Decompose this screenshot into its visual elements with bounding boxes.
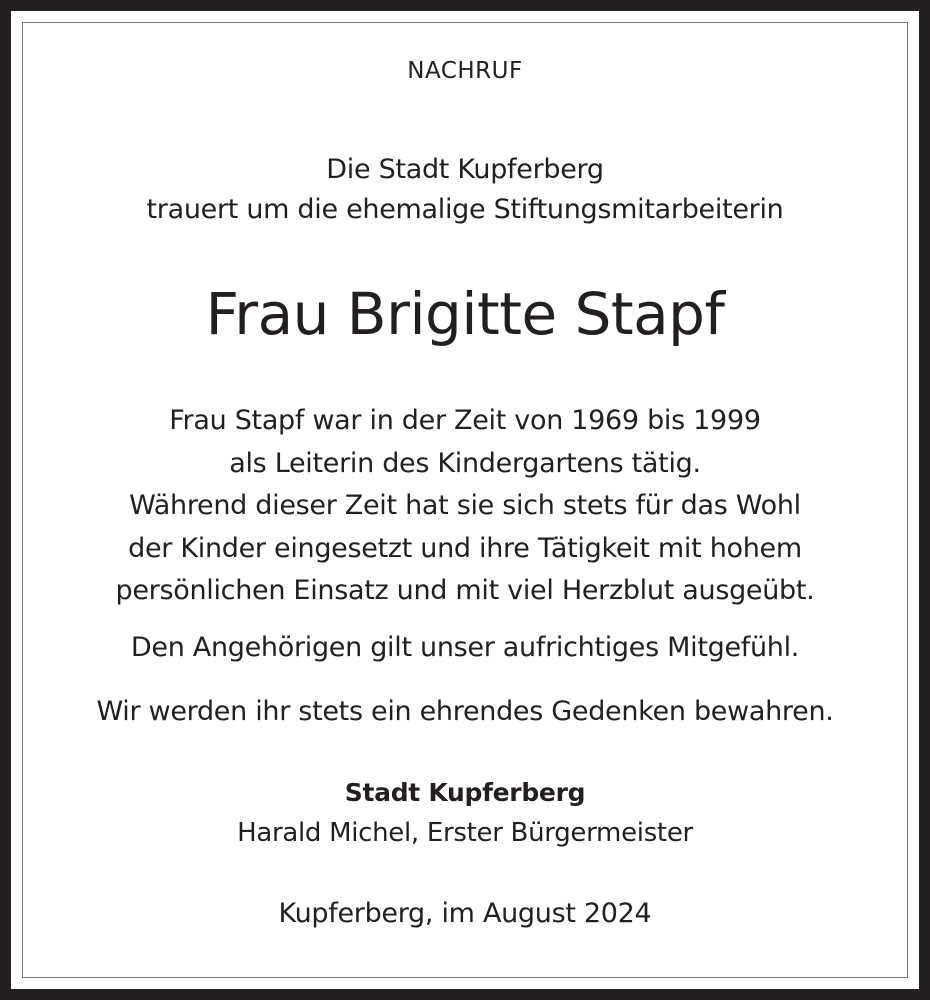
deceased-name: Frau Brigitte Stapf <box>205 280 725 348</box>
body-line: persönlichen Einsatz und mit viel Herzblut ausgeübt. <box>115 575 815 606</box>
body-line: Frau Stapf war in der Zeit von 1969 bis 1999 <box>169 405 761 436</box>
body-line: der Kinder eingesetzt und ihre Tätigkeit mit hohem <box>128 532 802 564</box>
remembrance-text: Wir werden ihr stets ein ehrendes Gedenken bewahren. <box>96 696 834 727</box>
signature-signer: Harald Michel, Erster Bürgermeister <box>237 818 693 848</box>
intro-text <box>0 150 930 230</box>
signature-organization: Stadt Kupferberg <box>344 778 586 807</box>
obituary-heading: NACHRUF <box>407 58 523 84</box>
place-date: Kupferberg, im August 2024 <box>278 898 652 929</box>
body-line: als Leiterin des Kindergartens tätig. <box>229 447 701 479</box>
condolence-text: Den Angehörigen gilt unser aufrichtiges Mitgefühl. <box>130 632 800 663</box>
intro-line-1: Die Stadt Kupferberg <box>326 154 604 185</box>
body-line: Während dieser Zeit hat sie sich stets für das Wohl <box>129 490 801 521</box>
intro-line-2: trauert um die ehemalige Stiftungsmitarbeiterin <box>146 194 784 225</box>
body-text <box>0 400 930 613</box>
